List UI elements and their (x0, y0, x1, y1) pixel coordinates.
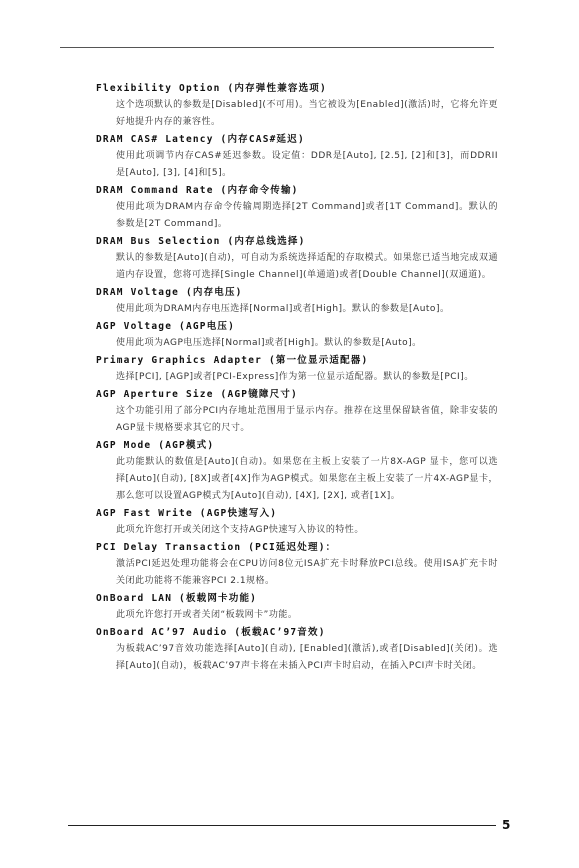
option-heading: PCI Delay Transaction (PCI延迟处理)： (96, 542, 337, 553)
bottom-divider (68, 825, 496, 826)
top-divider (60, 47, 494, 48)
option-heading: AGP Fast Write (AGP快速写入) (96, 508, 278, 519)
page-number: 5 (502, 818, 511, 832)
option-description: 使用此项为AGP电压选择[Normal]或者[High]。默认的参数是[Auto]。 (116, 338, 422, 348)
option-onboard-lan (96, 590, 498, 624)
option-pci-delay (96, 539, 498, 590)
option-cas-latency (96, 131, 498, 182)
option-description: 这个功能引用了部分PCI内存地址范围用于显示内存。推荐在这里保留缺省值，除非安装的AGP显卡规格要求其它的尺寸。 (116, 406, 498, 433)
option-description: 为板载AC’97音效功能选择[Auto](自动), [Enabled](激活),或者[Disabled](关闭)。选择[Auto](自动)，板载AC’97声卡将在未插入PCI声卡时启动，在插入PCI声卡时关闭。 (116, 644, 498, 671)
option-heading: Flexibility Option (内存弹性兼容选项) (96, 83, 327, 94)
option-heading: Primary Graphics Adapter (第一位显示适配器) (96, 355, 369, 366)
option-heading: OnBoard LAN (板载网卡功能) (96, 593, 258, 604)
option-heading: AGP Voltage (AGP电压) (96, 321, 236, 332)
option-heading: DRAM CAS# Latency (内存CAS#延迟) (96, 134, 305, 145)
option-onboard-audio (96, 624, 498, 675)
option-flexibility (96, 80, 498, 131)
option-heading: DRAM Bus Selection (内存总线选择) (96, 236, 306, 247)
option-heading: AGP Aperture Size (AGP镜障尺寸) (96, 389, 298, 400)
option-heading: AGP Mode (AGP模式) (96, 440, 215, 451)
option-agp-mode (96, 437, 498, 505)
option-description: 此项允许您打开或关闭这个支持AGP快速写入协议的特性。 (116, 525, 364, 535)
option-heading: DRAM Command Rate (内存命令传输) (96, 185, 299, 196)
option-description: 此项允许您打开或者关闭“板载网卡”功能。 (116, 610, 298, 620)
option-description: 选择[PCI], [AGP]或者[PCI-Express]作为第一位显示适配器。默认的参数是[PCI]。 (116, 372, 474, 382)
option-description: 默认的参数是[Auto](自动)，可自动为系统选择适配的存取模式。如果您已适当地完成双通道内存设置，您将可选择[Single Channel](单通道)或者[Double Channel](双通道)。 (116, 253, 498, 280)
option-bus-selection (96, 233, 498, 284)
option-heading: OnBoard AC’97 Audio (板载AC’97音效) (96, 627, 326, 638)
option-description: 使用此项为DRAM内存电压选择[Normal]或者[High]。默认的参数是[Auto]。 (116, 304, 450, 314)
option-description: 此功能默认的数值是[Auto](自动)。如果您在主板上安装了一片8X-AGP 显卡，您可以选择[Auto](自动), [8X]或者[4X]作为AGP模式。如果您在主板上安装了一片4X-AGP显卡，那么您可以设置AGP模式为[Auto](自动), [4X], [2X], 或者[1X]。 (116, 457, 498, 501)
option-description: 使用此项为DRAM内存命令传输周期选择[2T Command]或者[1T Command]。默认的参数是[2T Command]。 (116, 202, 498, 229)
option-dram-voltage (96, 284, 498, 318)
option-description: 使用此项调节内存CAS#延迟参数。设定值：DDR是[Auto], [2.5], [2]和[3]，而DDRII是[Auto], [3], [4]和[5]。 (116, 151, 498, 178)
option-description: 这个选项默认的参数是[Disabled](不可用)。当它被设为[Enabled](激活)时，它将允许更好地提升内存的兼容性。 (116, 100, 498, 127)
option-heading: DRAM Voltage (内存电压) (96, 287, 243, 298)
option-agp-fast-write (96, 505, 498, 539)
option-description: 激活PCI延迟处理功能将会在CPU访问8位元ISA扩充卡时释放PCI总线。使用ISA扩充卡时关闭此功能将不能兼容PCI 2.1规格。 (116, 559, 498, 586)
option-primary-graphics (96, 352, 498, 386)
option-agp-aperture (96, 386, 498, 437)
option-command-rate (96, 182, 498, 233)
bios-options-list (96, 80, 498, 675)
option-agp-voltage (96, 318, 498, 352)
